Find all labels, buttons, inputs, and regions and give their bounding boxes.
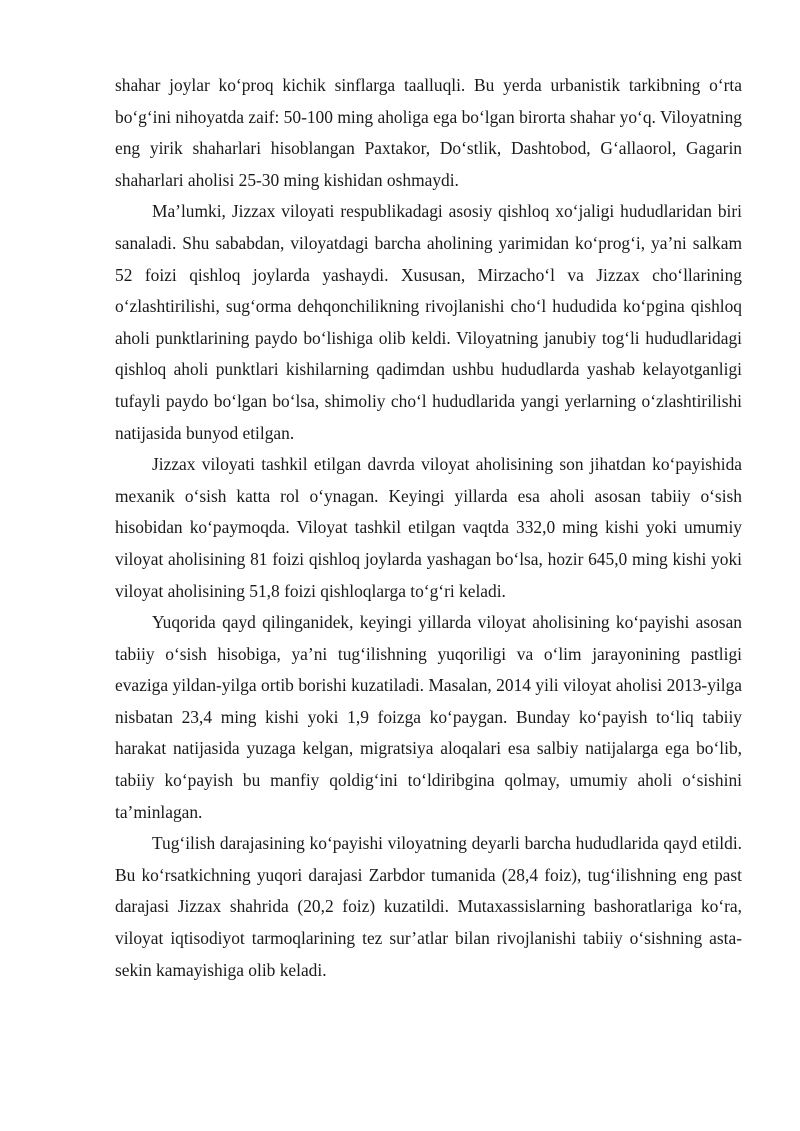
paragraph-rural-population: Ma’lumki, Jizzax viloyati respublikadagi asosiy qishloq xo‘jaligi hududlaridan biri sanaladi. Shu sababdan, viloyatdagi barcha aholining yarimidan ko‘prog‘i, ya’ni salkam 52 foizi qishloq joylarda yashaydi. Xususan, Mirzacho‘l va Jizzax cho‘llarining o‘zlashtirilishi, sug‘orma dehqonchilikning rivojlanishi cho‘l hududida ko‘pgina qishloq aholi punktlarining paydo bo‘lishiga olib keldi. Viloyatning janubiy tog‘li hududlaridagi qishloq aholi punktlari kishilarning qadimdan ushbu hududlarda yashab kelayotganligi tufayli paydo bo‘lgan bo‘lsa, shimoliy cho‘l hududlarida yangi yerlarning o‘zlashtirilishi natijasida bunyod etilgan.: [115, 201, 742, 443]
document-page: [115, 70, 742, 986]
paragraph-birth-rate: Tug‘ilish darajasining ko‘payishi viloyatning deyarli barcha hududlarida qayd etildi. Bu ko‘rsatkichning yuqori darajasi Zarbdor tumanida (28,4 foiz), tug‘ilishning eng past darajasi Jizzax shahrida (20,2 foiz) kuzatildi. Mutaxassislarning bashoratlariga ko‘ra, viloyat iqtisodiyot tarmoqlarining tez sur’atlar bilan rivojlanishi tabiiy o‘sishning asta-sekin kamayishiga olib keladi.: [115, 833, 742, 980]
paragraph-continuation: shahar joylar ko‘proq kichik sinflarga taalluqli. Bu yerda urbanistik tarkibning o‘rta bo‘g‘ini nihoyatda zaif: 50-100 ming aholiga ega bo‘lgan birorta shahar yo‘q. Viloyatning eng yirik shaharlari hisoblangan Paxtakor, Do‘stlik, Dashtobod, G‘allaorol, Gagarin shaharlari aholisi 25-30 ming kishidan oshmaydi.: [115, 75, 742, 190]
paragraph-population-growth: Jizzax viloyati tashkil etilgan davrda viloyat aholisining son jihatdan ko‘payishida mexanik o‘sish katta rol o‘ynagan. Keyingi yillarda esa aholi asosan tabiiy o‘sish hisobidan ko‘paymoqda. Viloyat tashkil etilgan vaqtda 332,0 ming kishi yoki umumiy viloyat aholisining 81 foizi qishloq joylarda yashagan bo‘lsa, hozir 645,0 ming kishi yoki viloyat aholisining 51,8 foizi qishloqlarga to‘g‘ri keladi.: [115, 454, 742, 601]
paragraph-natural-increase: Yuqorida qayd qilinganidek, keyingi yillarda viloyat aholisining ko‘payishi asosan tabiiy o‘sish hisobiga, ya’ni tug‘ilishning yuqoriligi va o‘lim jarayonining pastligi evaziga yildan-yilga ortib borishi kuzatiladi. Masalan, 2014 yili viloyat aholisi 2013-yilga nisbatan 23,4 ming kishi yoki 1,9 foizga ko‘paygan. Bunday ko‘payish to‘liq tabiiy harakat natijasida yuzaga kelgan, migratsiya aloqalari esa salbiy natijalarga ega bo‘lib, tabiiy ko‘payish bu manfiy qoldig‘ini to‘ldiribgina qolmay, umumiy aholi o‘sishini ta’minlagan.: [115, 612, 742, 822]
